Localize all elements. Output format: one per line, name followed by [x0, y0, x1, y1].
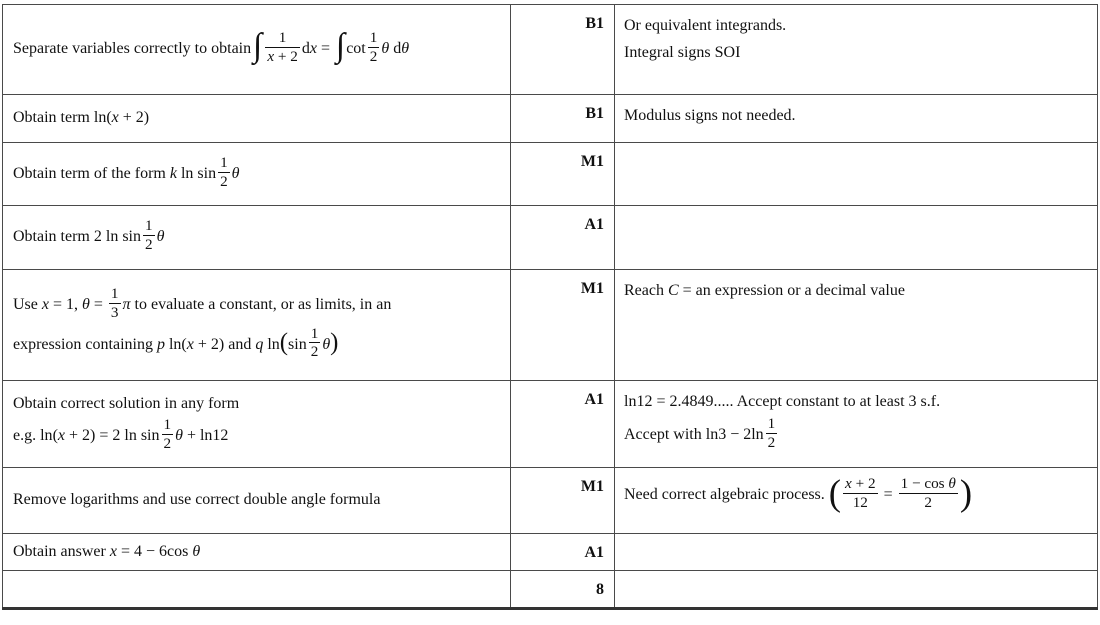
math-var: x — [267, 48, 275, 65]
math-text: cot — [346, 40, 366, 58]
mark-code: A1 — [584, 216, 604, 233]
big-paren: ) — [330, 328, 339, 356]
paren: ( — [52, 427, 58, 445]
fraction: $\frac{1}{2}$ — [163, 416, 172, 453]
big-paren: ( — [279, 328, 289, 356]
description-cell: Obtain answer x = 4 − 6cos θ — [3, 534, 511, 571]
math-var: q — [255, 335, 264, 353]
math-var: θ — [175, 427, 183, 445]
math-var: k — [169, 164, 177, 182]
desc-line: e.g. ln(x + 2) = 2 ln sin $\frac{1}{2}$ θ + ln12 — [13, 416, 229, 453]
math-var: x — [57, 427, 65, 445]
table-row — [3, 95, 1098, 143]
mark-cell — [511, 534, 615, 571]
big-paren: ) — [959, 472, 973, 514]
mark-cell — [511, 468, 615, 534]
paren: ) — [90, 427, 96, 445]
mark-code: B1 — [585, 15, 604, 32]
total-marks: 8 — [596, 581, 604, 598]
table-row — [3, 468, 1098, 534]
mark-cell — [511, 143, 615, 206]
math-var: x — [109, 542, 117, 560]
fraction: $\frac{x + 2}{12}$ — [845, 475, 876, 511]
math-var: θ — [322, 335, 331, 353]
comment-line: ln12 = 2.4849..... Accept constant to at least 3 s.f. — [624, 393, 941, 410]
mark-cell — [511, 206, 615, 270]
table-row — [3, 143, 1098, 206]
math-var: x — [186, 335, 194, 353]
desc-text: Obtain term — [13, 228, 94, 246]
math-var: θ — [82, 295, 90, 313]
desc-line: expression containing p ln(x + 2) and q ln(sin $\frac{1}{2}$ θ) — [13, 324, 339, 361]
mark-scheme-table — [2, 4, 1098, 610]
paren: ) — [218, 335, 225, 353]
comment-line: Or equivalent integrands. — [624, 17, 787, 34]
math-text: ln3 − 2ln — [705, 425, 764, 443]
description-cell — [3, 270, 511, 381]
mark-code: M1 — [580, 153, 604, 170]
mark-cell — [511, 95, 615, 143]
mark-cell — [511, 5, 615, 95]
fraction: $\frac{1}{2}$ — [220, 153, 228, 190]
desc-line: Use x = 1, θ = $\frac{1}{3}$ π to evaluate a constant, or as limits, in an — [13, 284, 392, 321]
equals-sign: = — [316, 40, 334, 58]
math-text: d — [301, 40, 310, 58]
comment-cell — [615, 206, 1098, 270]
description-cell — [3, 571, 511, 609]
table-row — [3, 534, 1098, 571]
comment-cell — [615, 468, 1098, 534]
math-var: x — [309, 40, 317, 58]
description-cell — [3, 206, 511, 270]
description-cell — [3, 381, 511, 468]
math-var: θ — [401, 40, 410, 58]
fraction: $\frac{1}{2}$ — [767, 414, 776, 451]
fraction: $\frac{1}{2}$ — [145, 217, 153, 253]
math-text: ln — [40, 427, 53, 445]
comment-cell — [615, 5, 1098, 95]
integral-sign: ∫ — [335, 27, 346, 65]
math-var: x — [41, 295, 49, 313]
integral-sign: ∫ — [253, 27, 263, 65]
equals-sign: = — [879, 486, 897, 504]
mark-code: A1 — [584, 391, 604, 408]
math-var: θ — [192, 542, 201, 560]
table-row — [3, 5, 1098, 95]
comment-cell — [615, 571, 1098, 609]
math-var: π — [122, 295, 131, 313]
comment-line: Accept with ln3 − 2ln $\frac{1}{2}$ — [624, 414, 776, 451]
math-var: θ — [231, 164, 240, 182]
desc-line: Obtain correct solution in any form — [13, 394, 240, 412]
big-paren: ( — [828, 472, 842, 514]
math-var: θ — [381, 40, 390, 58]
fraction: $\frac{1}{x + 2}$ — [267, 29, 298, 65]
fraction: $\frac{1}{2}$ — [310, 324, 319, 361]
math-var: θ — [948, 475, 956, 492]
comment-cell — [615, 95, 1098, 143]
desc-text: Obtain term — [13, 109, 94, 127]
math-text: d — [389, 40, 402, 58]
math-var: C — [667, 282, 679, 299]
paren: ) — [143, 109, 150, 127]
desc-text: Obtain answer — [13, 542, 110, 560]
table-row — [3, 381, 1098, 468]
desc-text: Separate variables correctly to obtain — [13, 40, 252, 58]
table-row — [3, 270, 1098, 381]
mark-cell — [511, 270, 615, 381]
mark-cell — [511, 571, 615, 609]
mark-code: M1 — [580, 478, 604, 495]
description-cell — [3, 143, 511, 206]
comment-line: Need correct algebraic process. ( $\frac{x + 2}{12}$ = $\frac{\text{1 − cos θ}}{2}$ ) — [624, 472, 973, 514]
comment-cell — [615, 381, 1098, 468]
mark-code: A1 — [584, 544, 604, 561]
math-var: θ — [156, 228, 165, 246]
mark-cell — [511, 381, 615, 468]
math-text: sin — [288, 335, 307, 353]
description-cell — [3, 468, 511, 534]
math-var: x — [111, 109, 119, 127]
comment-cell — [615, 270, 1098, 381]
desc-text: Remove logarithms and use correct double angle formula — [13, 491, 381, 509]
comment-line: Modulus signs not needed. — [624, 107, 796, 124]
paren: ( — [181, 335, 187, 353]
comment-cell — [615, 534, 1098, 571]
mark-code: B1 — [585, 105, 604, 122]
fraction: $\frac{1}{3}$ — [110, 284, 119, 321]
math-text: ln sin — [176, 164, 217, 182]
comment-line: Integral signs SOI — [624, 43, 741, 61]
math-var: p — [156, 335, 165, 353]
comment-cell — [615, 143, 1098, 206]
desc-text: Obtain term of the form — [13, 164, 170, 182]
math-text: 2 ln sin — [93, 228, 141, 246]
description-cell: Obtain term ln(x + 2) — [3, 95, 511, 143]
description-cell — [3, 5, 511, 95]
fraction: $\frac{\text{1 − cos θ}}{2}$ — [900, 475, 956, 511]
comment-line: Reach C = an expression or a decimal value — [624, 282, 905, 299]
math-var: x — [845, 475, 852, 492]
mark-code: M1 — [580, 280, 604, 297]
table-row — [3, 206, 1098, 270]
math-text: ln — [93, 109, 107, 127]
fraction: $\frac{1}{2}$ — [369, 29, 378, 65]
table-row — [3, 571, 1098, 609]
paren: ( — [106, 109, 112, 127]
